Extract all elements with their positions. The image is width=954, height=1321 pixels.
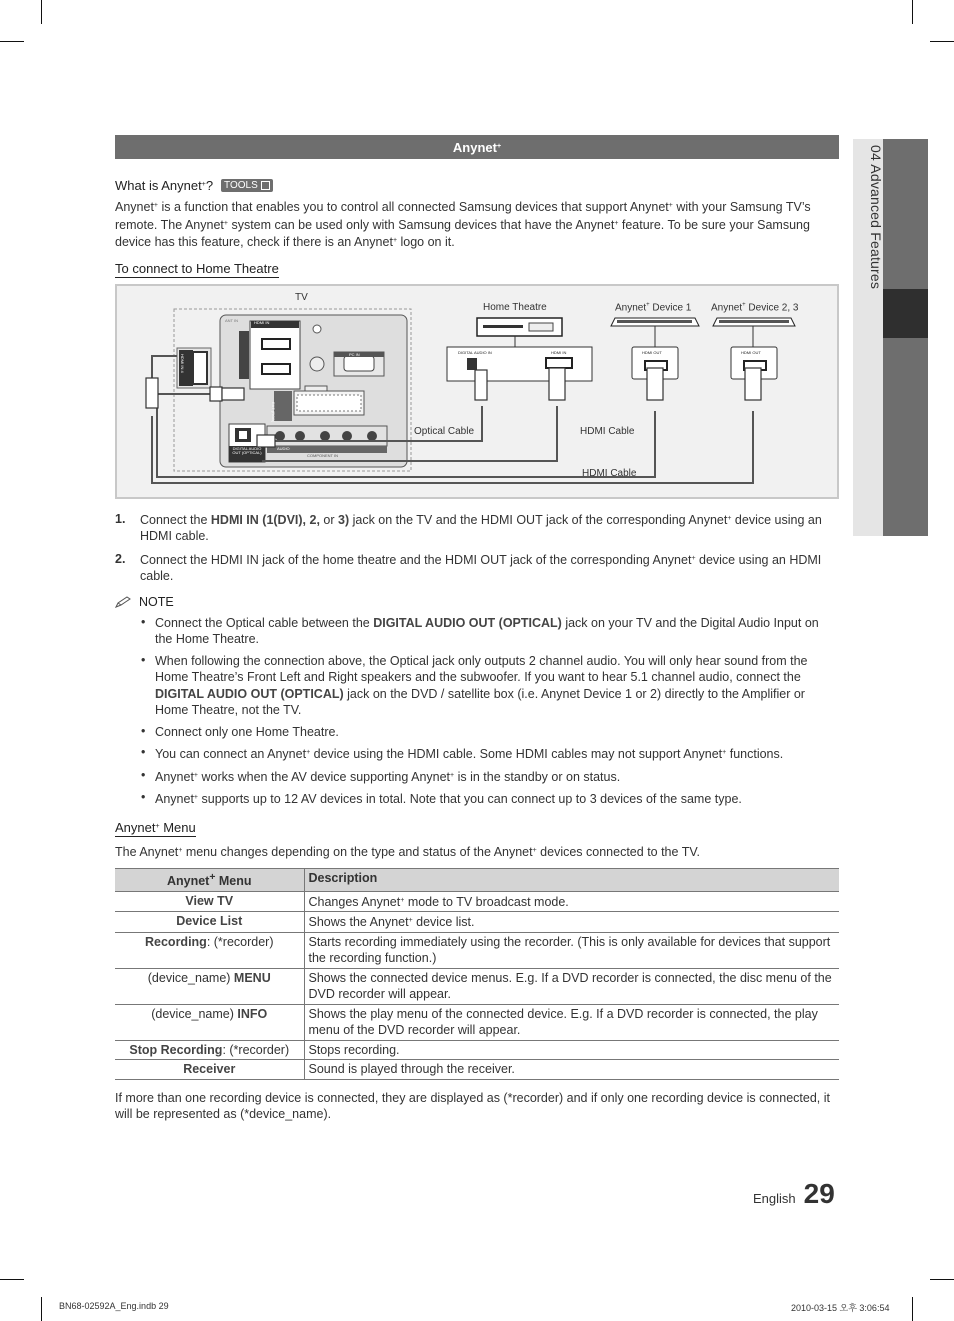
menu-cell: Recording: (*recorder): [115, 932, 304, 968]
port-ht-hdmi: HDMI IN: [551, 349, 567, 355]
port-digital-audio-out: DIGITAL AUDIO OUT (OPTICAL): [232, 445, 262, 455]
crop-mark: [41, 0, 42, 24]
menu-footnote: If more than one recording device is connected, they are displayed as (*recorder) and if only one recording device is connected, it will be represented as (*device_name).: [115, 1090, 830, 1122]
chapter-side-tab: [853, 139, 928, 536]
label-hdmi-cable-1: HDMI Cable: [580, 425, 635, 437]
step-item: 2. Connect the HDMI IN jack of the home theatre and the HDMI OUT jack of the corresponding Anynet+ device using an HDMI cable.: [115, 551, 822, 583]
port-ht-optical: DIGITAL AUDIO IN: [458, 349, 492, 355]
menu-cell: (device_name) MENU: [115, 968, 304, 1004]
step-number: 1.: [115, 511, 126, 526]
menu-intro: The Anynet+ menu changes depending on the type and status of the Anynet+ devices connected to the TV.: [115, 844, 701, 859]
menu-cell: View TV: [115, 891, 304, 912]
note-item: • Anynet+ works when the AV device supporting Anynet+ is in the standby or on status.: [155, 768, 839, 786]
port-component: COMPONENT IN: [307, 452, 339, 458]
description-cell: Shows the connected device menus. E.g. If a DVD recorder is connected, the disc menu of the DVD recorder will appear.: [304, 968, 839, 1004]
menu-cell: (device_name) INFO: [115, 1004, 304, 1040]
menu-cell: Device List: [115, 912, 304, 933]
table-row: [115, 1060, 839, 1080]
connection-diagram: [115, 284, 839, 499]
description-cell: Starts recording immediately using the recorder. (This is only available for devices that support the recording function.): [304, 932, 839, 968]
table-row: [115, 932, 839, 968]
crop-mark: [930, 1279, 954, 1280]
table-header-row: [115, 869, 839, 892]
page-footer: [753, 1178, 835, 1210]
connection-steps: [115, 511, 839, 585]
footer-language: English: [753, 1191, 796, 1206]
description-cell: Shows the play menu of the connected device. E.g. If a DVD recorder is connected, the play menu of the DVD recorder will appear.: [304, 1004, 839, 1040]
note-heading: NOTE: [115, 595, 839, 609]
note-item: • Anynet+ supports up to 12 AV devices in total. Note that you can connect up to 3 devices of the same type.: [155, 790, 839, 808]
crop-mark: [912, 1297, 913, 1321]
step-number: 2.: [115, 551, 126, 566]
note-item: • Connect the Optical cable between the DIGITAL AUDIO OUT (OPTICAL) jack on your TV and the Digital Audio Input on the Home Theatre.: [155, 615, 839, 648]
tools-menu-icon: [261, 181, 270, 190]
table-row: [115, 1004, 839, 1040]
anynet-menu-table: [115, 868, 839, 1080]
print-slug-left: BN68-02592A_Eng.indb 29: [59, 1301, 169, 1311]
menu-cell: Receiver: [115, 1060, 304, 1080]
menu-cell: Stop Recording: (*recorder): [115, 1040, 304, 1060]
port-ant-in: ANT IN: [225, 317, 239, 323]
what-is-heading: What is Anynet+? TOOLS: [115, 178, 839, 193]
note-item: • You can connect an Anynet+ device using the HDMI cable. Some HDMI cables may not support Anynet+ functions.: [155, 745, 839, 763]
port-pc-in: PC IN: [349, 351, 360, 357]
note-item: • Connect only one Home Theatre.: [155, 724, 839, 741]
print-slug-right: 2010-03-15 오후 3:06:54: [791, 1303, 890, 1313]
port-audio: AUDIO: [277, 445, 290, 451]
label-device-2-3: Anynet+ Device 2, 3: [711, 301, 799, 313]
label-hdmi-cable-2: HDMI Cable: [582, 467, 637, 479]
port-hdmi-in: HDMI IN: [254, 319, 270, 325]
port-device-1-hdmi-out: HDMI OUT: [642, 349, 662, 355]
table-row: [115, 891, 839, 912]
port-device-2-hdmi-out: HDMI OUT: [741, 349, 761, 355]
label-optical-cable: Optical Cable: [414, 425, 475, 437]
description-cell: Changes Anynet+ mode to TV broadcast mode.: [304, 891, 839, 912]
pencil-icon: [115, 596, 133, 608]
crop-mark: [930, 41, 954, 42]
label-tv: TV: [295, 291, 308, 303]
chapter-label: 04 Advanced Features: [868, 145, 884, 290]
page-content: [115, 135, 839, 1123]
label-device-1: Anynet+ Device 1: [615, 301, 692, 313]
section-banner: Anynet+: [115, 135, 839, 159]
crop-mark: [912, 0, 913, 24]
step-item: 1. Connect the HDMI IN (1(DVI), 2, or 3) jack on the TV and the HDMI OUT jack of the corresponding Anynet+ device using an HDMI cable.: [115, 511, 822, 543]
column-header-menu: Anynet+ Menu: [115, 869, 304, 892]
connect-heading: To connect to Home Theatre: [115, 260, 279, 276]
crop-mark: [0, 1279, 24, 1280]
description-cell: Shows the Anynet+ device list.: [304, 912, 839, 933]
tools-badge: TOOLS: [221, 179, 273, 192]
label-home-theatre: Home Theatre: [483, 301, 547, 313]
crop-mark: [0, 41, 24, 42]
description-cell: Sound is played through the receiver.: [304, 1060, 839, 1080]
column-header-description: Description: [304, 869, 839, 892]
what-is-body: Anynet+ is a function that enables you to control all connected Samsung devices that support Anynet+ with your Samsung TV’s remote. The Anynet+ system can be used only with Samsung devices that have the Anynet+ feature. To be sure your Samsung device has this feature, check if there is an Anynet+ logo on it.: [115, 200, 811, 249]
tv-hdmi-block: [250, 321, 300, 389]
note-item: • When following the connection above, the Optical jack only outputs 2 channel audio. You will only hear sound from the Home Theatre’s Front Left and Right speakers and the subwoofer. If you want to hear 5.1 channel audio, connect the DIGITAL AUDIO OUT (OPTICAL) jack on the DVD / satellite box (i.e. Anynet Device 1 or 2) directly to the Amplifier or Home Theatre, not the TV.: [155, 653, 839, 719]
table-row: [115, 968, 839, 1004]
note-list: [115, 615, 839, 808]
port-ext: EXT (RGB): [271, 401, 276, 422]
page-number: 29: [803, 1178, 835, 1209]
table-row: [115, 1040, 839, 1060]
description-cell: Stops recording.: [304, 1040, 839, 1060]
crop-mark: [41, 1297, 42, 1321]
port-side-hdmi: HDMI IN 4: [180, 353, 185, 373]
menu-heading: Anynet+ Menu: [115, 819, 196, 835]
table-row: [115, 912, 839, 933]
